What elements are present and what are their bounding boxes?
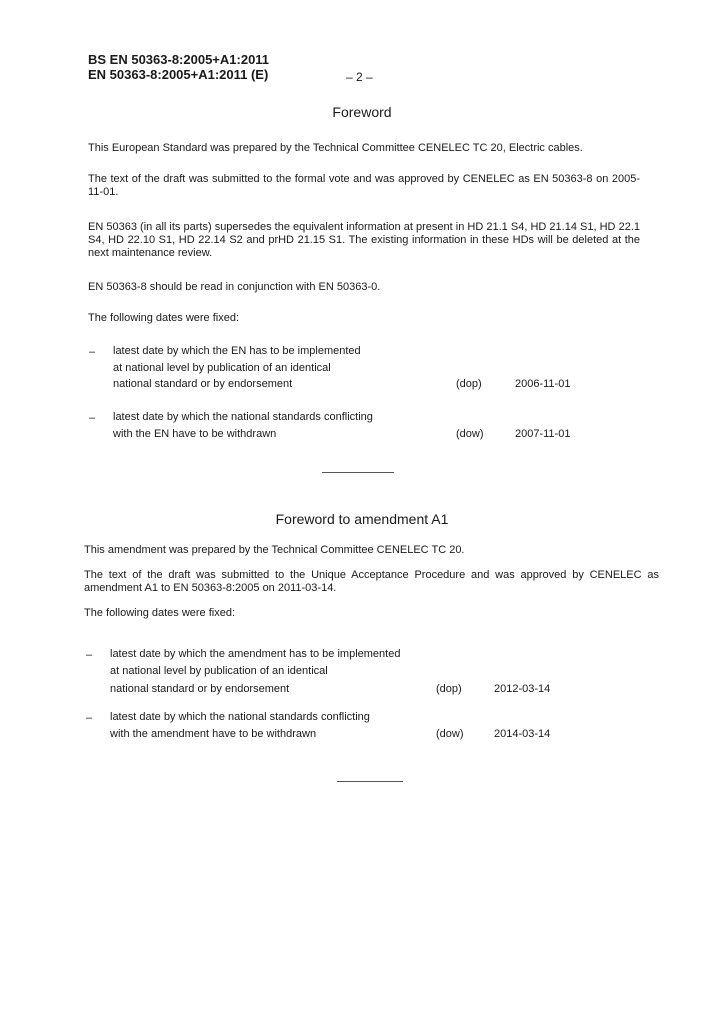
amendment-paragraph: The text of the draft was submitted to the Unique Acceptance Procedure and was approved by CENELEC as amendment A1 to EN 50363-8:2005 on 2011-03-14. [84,569,659,594]
date-description-line: latest date by which the national standards conflicting [113,411,373,423]
foreword-title: Foreword [332,104,392,120]
date-description-line: at national level by publication of an identical [113,362,331,374]
date-value: 2014-03-14 [494,728,551,740]
date-code: (dow) [436,728,464,740]
date-code: (dop) [456,378,482,390]
date-description-line: with the EN have to be withdrawn [113,428,277,440]
amendment-title: Foreword to amendment A1 [275,511,449,527]
foreword-paragraph: The text of the draft was submitted to the formal vote and was approved by CENELEC as EN 50363-8 on 2005-11-01. [88,173,640,198]
date-description-line: national standard or by endorsement [110,683,290,695]
section-divider [337,781,403,782]
section-divider [322,472,394,473]
date-code: (dow) [456,428,484,440]
list-dash: – [89,346,96,358]
date-description-line: national standard or by endorsement [113,378,293,390]
document-id-bs: BS EN 50363-8:2005+A1:2011 [88,52,270,67]
foreword-paragraph: The following dates were fixed: [88,312,240,324]
amendment-paragraph: The following dates were fixed: [84,607,236,619]
page-number: – 2 – [346,70,373,84]
amendment-paragraph: This amendment was prepared by the Technical Committee CENELEC TC 20. [84,544,465,556]
date-description-line: at national level by publication of an identical [110,665,328,677]
date-description-line: with the amendment have to be withdrawn [110,728,317,740]
date-value: 2006-11-01 [515,378,571,390]
document-id-en: EN 50363-8:2005+A1:2011 (E) [88,67,269,82]
date-description-line: latest date by which the EN has to be implemented [113,345,361,357]
list-dash: – [86,649,93,661]
date-code: (dop) [436,683,462,695]
foreword-paragraph: EN 50363 (in all its parts) supersedes the equivalent information at present in HD 21.1 S4, HD 21.14 S1, HD 22.1 S4, HD 22.10 S1, HD 22.14 S2 and prHD 21.15 S1. The existing information in these HDs will be deleted at the next maintenance review. [88,221,640,259]
date-value: 2007-11-01 [515,428,571,440]
foreword-paragraph: EN 50363-8 should be read in conjunction with EN 50363-0. [88,281,381,293]
list-dash: – [86,712,93,724]
foreword-paragraph: This European Standard was prepared by the Technical Committee CENELEC TC 20, Electric cables. [88,142,583,154]
date-description-line: latest date by which the national standards conflicting [110,711,370,723]
list-dash: – [89,412,96,424]
date-description-line: latest date by which the amendment has to be implemented [110,648,401,660]
date-value: 2012-03-14 [494,683,551,695]
